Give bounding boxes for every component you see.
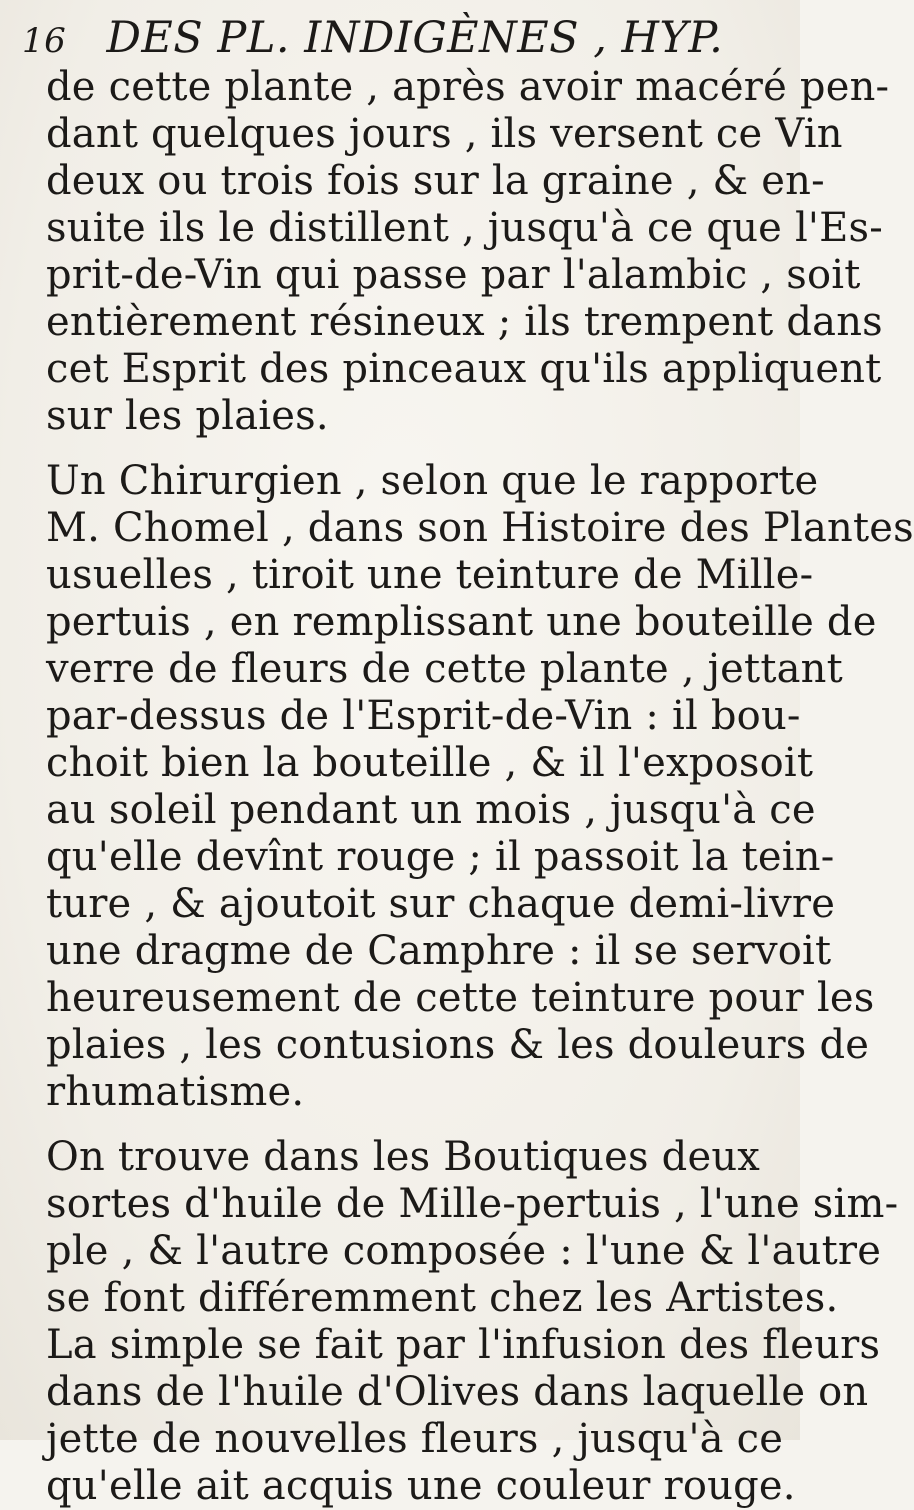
text-line: sur les plaies. xyxy=(46,393,329,439)
text-line: sortes d'huile de Mille-pertuis , l'une sim- xyxy=(46,1181,899,1227)
text-line: pertuis , en remplissant une bouteille de xyxy=(46,599,877,645)
text-line: M. Chomel , dans son Histoire des Plantes xyxy=(46,505,914,551)
text-line: jette de nouvelles fleurs , jusqu'à ce xyxy=(46,1416,784,1462)
paragraph xyxy=(46,64,890,440)
text-line: Un Chirurgien , selon que le rapporte xyxy=(46,458,819,504)
text-line: prit-de-Vin qui passe par l'alambic , soit xyxy=(46,252,861,298)
text-line: La simple se fait par l'infusion des fleurs xyxy=(46,1322,881,1368)
text-line: heureusement de cette teinture pour les xyxy=(46,975,875,1021)
text-line: dant quelques jours , ils versent ce Vin xyxy=(46,111,843,157)
paragraph xyxy=(46,458,914,1116)
text-line: une dragme de Camphre : il se servoit xyxy=(46,928,832,974)
text-line: ture , & ajoutoit sur chaque demi-livre xyxy=(46,881,836,927)
page-number: 16 xyxy=(22,21,67,61)
text-line: ple , & l'autre composée : l'une & l'autre xyxy=(46,1228,882,1274)
body-text xyxy=(46,64,914,1510)
text-line: deux ou trois fois sur la graine , & en- xyxy=(46,158,825,204)
text-line: de cette plante , après avoir macéré pen- xyxy=(46,64,890,110)
text-line: verre de fleurs de cette plante , jettant xyxy=(46,646,843,692)
text-line: dans de l'huile d'Olives dans laquelle on xyxy=(46,1369,869,1415)
text-line: qu'elle ait acquis une couleur rouge. xyxy=(46,1463,796,1509)
paragraph-spacer xyxy=(46,1116,776,1134)
text-line: plaies , les contusions & les douleurs de xyxy=(46,1022,870,1068)
text-line: rhumatisme. xyxy=(46,1069,305,1115)
text-line: qu'elle devînt rouge ; il passoit la tein- xyxy=(46,834,835,880)
running-header xyxy=(22,10,792,66)
text-line: entièrement résineux ; ils trempent dans xyxy=(46,299,883,345)
paragraph-spacer xyxy=(46,440,776,458)
text-line: usuelles , tiroit une teinture de Mille- xyxy=(46,552,814,598)
text-line: par-dessus de l'Esprit-de-Vin : il bou- xyxy=(46,693,801,739)
text-line: se font différemment chez les Artistes. xyxy=(46,1275,839,1321)
text-line: choit bien la bouteille , & il l'exposoit xyxy=(46,740,814,786)
paragraph xyxy=(46,1134,899,1510)
text-line: au soleil pendant un mois , jusqu'à ce xyxy=(46,787,816,833)
text-line: suite ils le distillent , jusqu'à ce que l'Es- xyxy=(46,205,883,251)
text-line: cet Esprit des pinceaux qu'ils appliquent xyxy=(46,346,882,392)
text-line: On trouve dans les Boutiques deux xyxy=(46,1134,761,1180)
running-title: DES PL. INDIGÈNES , HYP. xyxy=(106,13,724,63)
